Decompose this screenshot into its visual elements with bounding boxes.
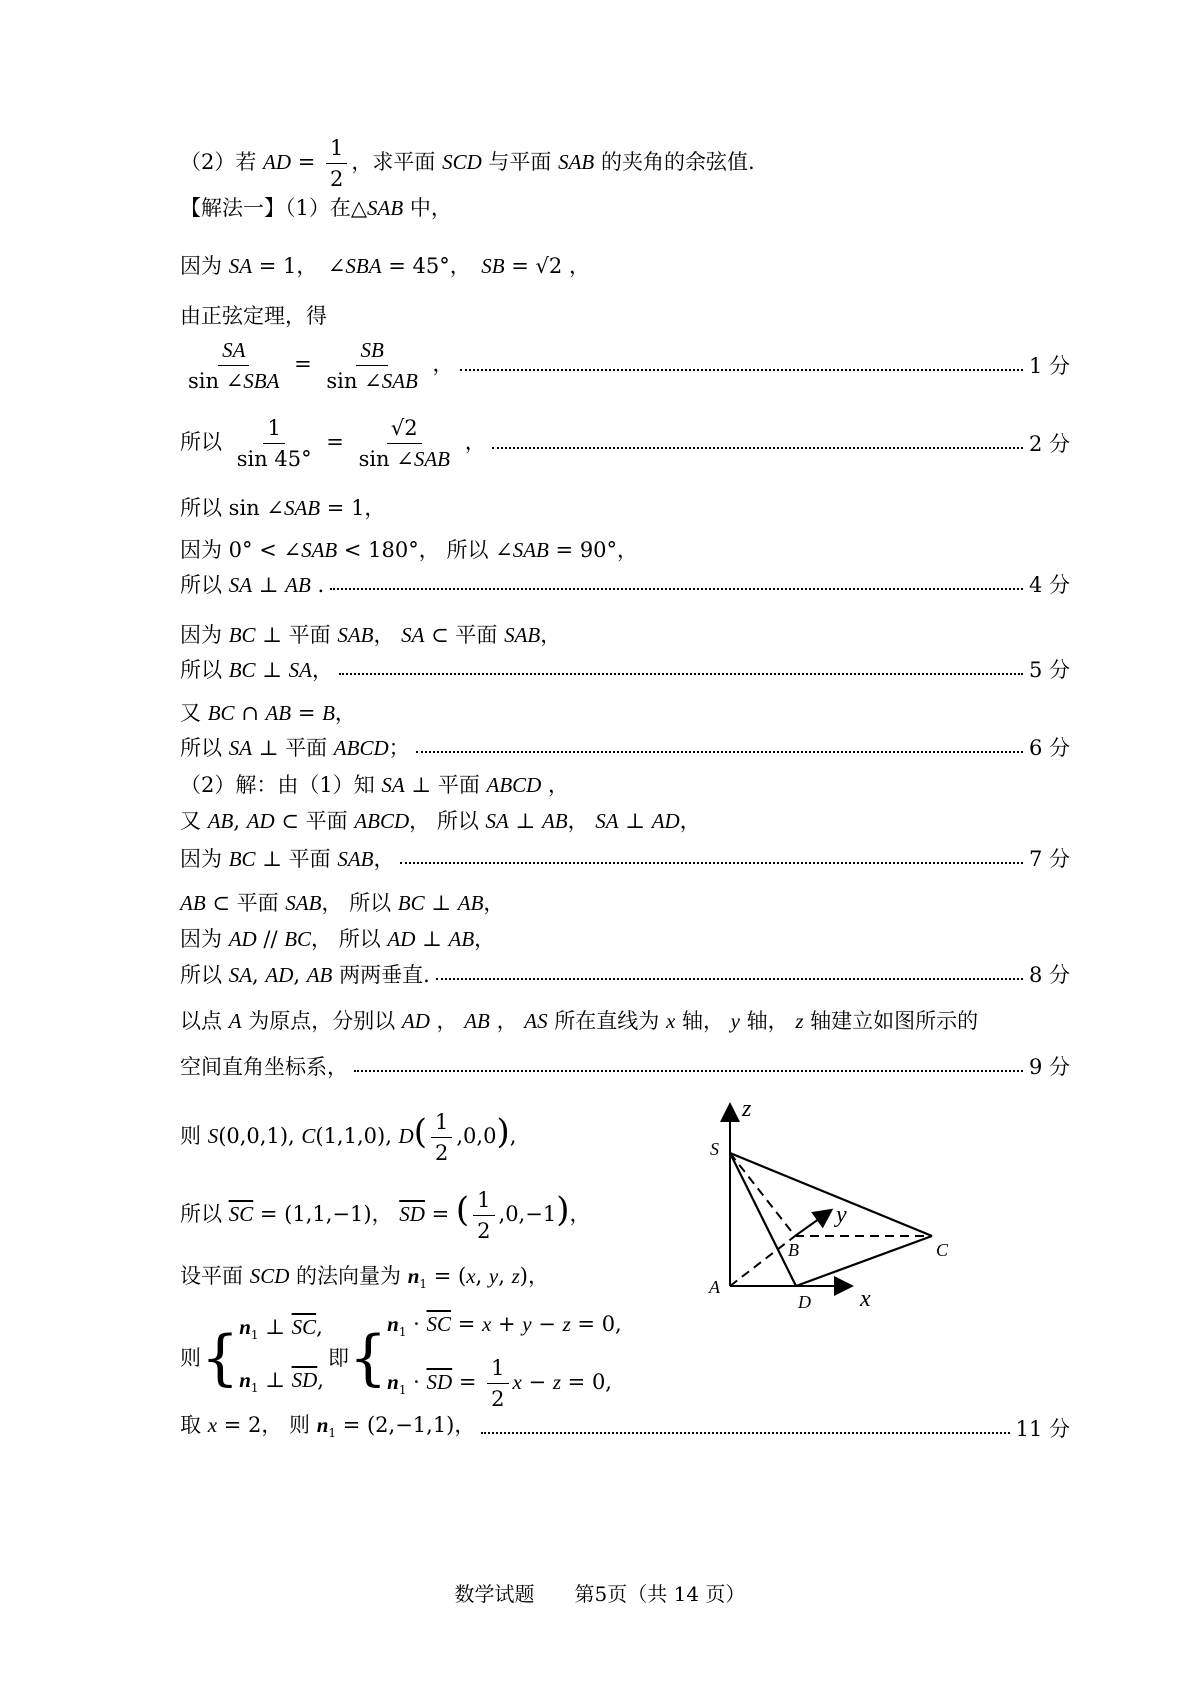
equation-2-line: 所以 $\frac{1}{\sin 45^\circ}$ = $\frac{√2}{\text{sin ∠SAB}}$ ， 2 分 bbox=[180, 416, 1070, 471]
equation-1-line: $\frac{SA}{\text{sin ∠SBA}}$ = $\frac{SB}{\text{sin ∠SAB}}$ ， 1 分 bbox=[188, 338, 1070, 393]
equation-22-line: 取 x = 2， 则 $n_1 = (2,-1,1)$， 11 分 bbox=[180, 1413, 1070, 1442]
edge-DC bbox=[796, 1236, 932, 1286]
score-7: 7 分 bbox=[1028, 847, 1070, 871]
equation-9-line: 所以 SA ⊥ 平面 ABCD； 6 分 bbox=[180, 736, 1070, 760]
label-z: z bbox=[742, 1096, 752, 1122]
equation-16-line: 以点 A 为原点，分别以 AD ， AB ， AS 所在直线为 x 轴， y 轴， z 轴建立如图所示的 bbox=[180, 1009, 979, 1033]
given-line: 因为 SA = 1， ∠SBA = 45°， SB = √2 ， bbox=[180, 254, 590, 278]
label-D: D bbox=[798, 1292, 811, 1312]
page-footer: 数学试题 第5页（共 14 页） bbox=[454, 1582, 746, 1606]
equation-14-line: 因为 AD // BC， 所以 AD ⊥ AB， bbox=[180, 927, 496, 951]
equation-11-line: 又 AB, AD ⊂ 平面 ABCD， 所以 SA ⊥ AB， SA ⊥ AD， bbox=[180, 809, 701, 833]
label-C: C bbox=[936, 1240, 949, 1260]
score-8: 8 分 bbox=[1028, 963, 1070, 987]
equation-5-line: 所以 SA ⊥ AB . 4 分 bbox=[180, 573, 1070, 597]
label-x: x bbox=[860, 1286, 871, 1312]
score-2: 2 分 bbox=[1028, 431, 1070, 456]
sine-law-line: 由正弦定理，得 bbox=[180, 304, 327, 328]
score-11: 11 分 bbox=[1015, 1417, 1070, 1442]
equation-18-line: 则 S(0,0,1), C(1,1,0), D( $\frac{1}{2}$ ,0,0), bbox=[180, 1110, 517, 1165]
label-B: B bbox=[788, 1240, 799, 1260]
label-S: S bbox=[710, 1139, 719, 1159]
equation-7-line: 所以 BC ⊥ SA， 5 分 bbox=[180, 658, 1070, 682]
equation-20-line: 设平面 SCD 的法向量为 $n_1 = (x$, y, z)， bbox=[180, 1264, 549, 1292]
score-1: 1 分 bbox=[1028, 353, 1070, 378]
score-4: 4 分 bbox=[1028, 573, 1070, 597]
equation-10-line: （2）解：由（1）知 SA ⊥ 平面 ABCD ， bbox=[180, 773, 570, 797]
edge-SC bbox=[730, 1153, 932, 1236]
score-9: 9 分 bbox=[1028, 1055, 1070, 1079]
label-A: A bbox=[709, 1277, 720, 1297]
equation-4-line: 因为 0° < ∠SAB < 180°， 所以 ∠SAB = 90°， bbox=[180, 538, 639, 562]
equation-12-line: 因为 BC ⊥ 平面 SAB， 7 分 bbox=[180, 847, 1070, 871]
equation-21-system: 则 { $n_1$ ⊥ $\overline{SC}$, $n_1$ ⊥ $\overline{SD}$, 即 { $n_1 \cdot \overline{SC} = x + y - z = 0$, $n_1 \cdot \overline{SD}$ = $\frac{1}{2}$ x − z = 0, bbox=[180, 1312, 622, 1412]
equation-13-line: AB ⊂ 平面 SAB， 所以 BC ⊥ AB， bbox=[180, 891, 505, 915]
question-part-2: （2）若 AD = $\frac{1}{2}$ ，求平面 SCD 与平面 SAB 的夹角的余弦值. bbox=[180, 136, 755, 191]
equation-6-line: 因为 BC ⊥ 平面 SAB， SA ⊂ 平面 SAB， bbox=[180, 623, 562, 647]
method-1-heading: 【解法一】（1）在△SAB 中， bbox=[180, 196, 452, 220]
score-6: 6 分 bbox=[1028, 736, 1070, 760]
y-axis bbox=[795, 1211, 830, 1236]
equation-8-line: 又 BC ∩ AB = B， bbox=[180, 701, 356, 725]
equation-15-line: 所以 SA, AD, AB 两两垂直. 8 分 bbox=[180, 963, 1070, 987]
edge-AB bbox=[730, 1236, 795, 1286]
equation-17-line: 空间直角坐标系， 9 分 bbox=[180, 1055, 1070, 1079]
label-y: y bbox=[836, 1202, 847, 1228]
equation-3-line: 所以 sin ∠SAB = 1， bbox=[180, 496, 386, 520]
leader-dots bbox=[460, 369, 1023, 371]
edge-SD bbox=[730, 1153, 796, 1286]
equation-19-line: 所以 $\overline{SC} = (1,1,-1)$， $\overline{SD}$ = ( $\frac{1}{2}$ ,0,−1)， bbox=[180, 1188, 591, 1243]
pyramid-figure bbox=[700, 1096, 1000, 1326]
score-5: 5 分 bbox=[1028, 658, 1070, 682]
